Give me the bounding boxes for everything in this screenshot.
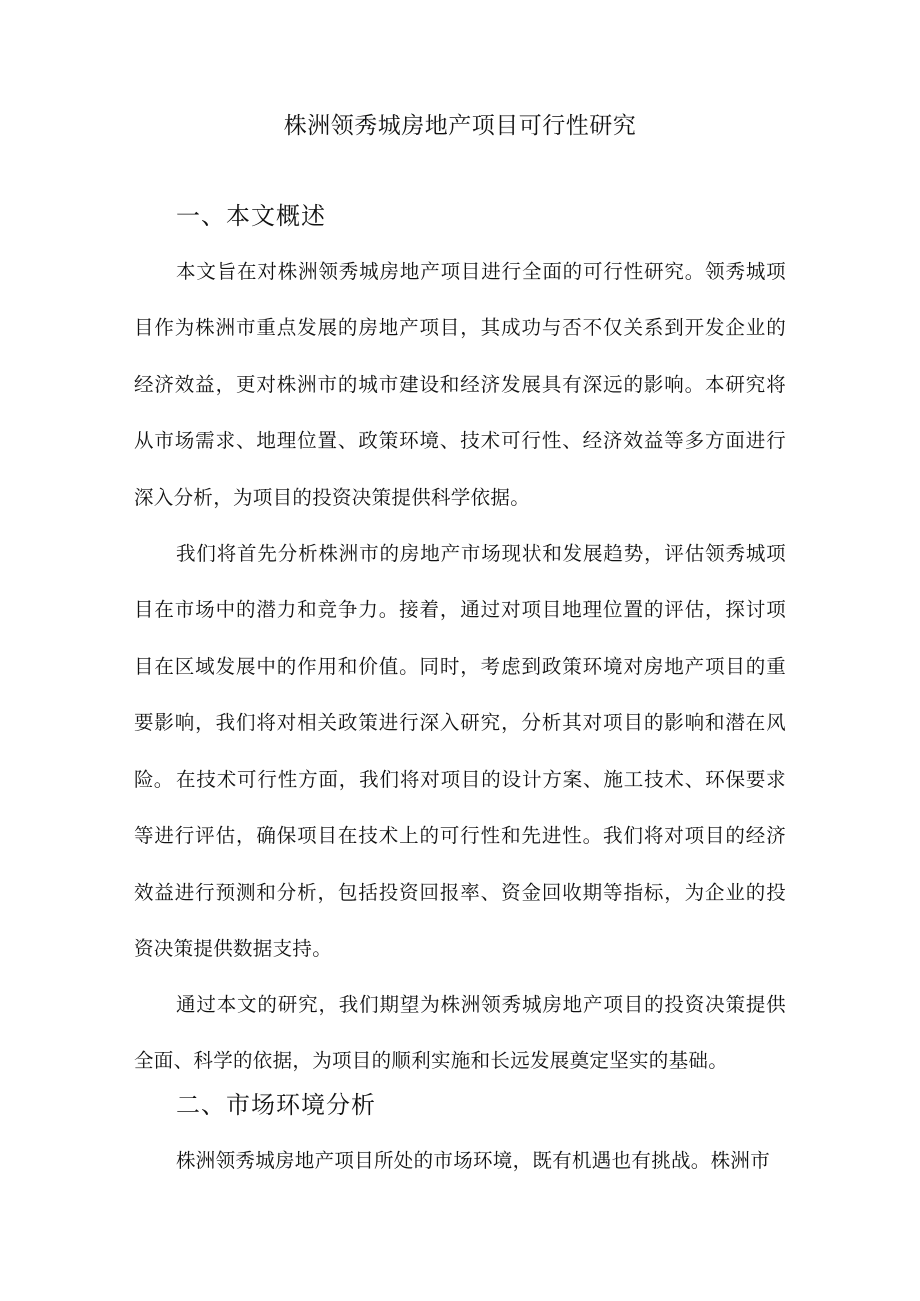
document-title: 株洲领秀城房地产项目可行性研究 [283,113,637,139]
section-heading-market: 二、市场环境分析 [176,1091,376,1119]
paragraph: 在技术可行性方面，我们将对项目的设计方案、施工技术、环保要求等进行评估，确保项目在技术上的可行性和先进性。我们将对项目的经济效益进行预测和分析，包括投资回报率、资金回收期等指标，为企业的投资决策提供数据支持。 [134,768,786,961]
paragraph: 我们将首先分析株洲市的房地产市场现状和发展趋势，评估领秀城项目在市场中的潜力和竞争力。接着，通过对项目地理位置的评估，探讨项目在区域发展中的作用和价值。同时，考虑到政策环境对房地产项目的重要影响，我们将对相关政策进行深入研究，分析其对项目的影响和潜在风险。 [134,542,786,791]
paragraph: 株洲领秀城房地产项目所处的市场环境，既有机遇也有挑战。株洲市 [176,1149,771,1172]
section-heading-overview: 一、本文概述 [176,202,326,230]
paragraph: 本文旨在对株洲领秀城房地产项目进行全面的可行性研究。领秀城项目作为株洲市重点发展的房地产项目，其成功与否不仅关系到开发企业的经济效益，更对株洲市的城市建设和经济发展具有深远的影响。本研究将从市场需求、地理位置、政策环境、技术可行性、经济效益等多方面进行深入分析，为项目的投资决策提供科学依据。 [134,260,786,509]
paragraph: 通过本文的研究，我们期望为株洲领秀城房地产项目的投资决策提供全面、科学的依据，为项目的顺利实施和长远发展奠定坚实的基础。 [134,993,786,1073]
